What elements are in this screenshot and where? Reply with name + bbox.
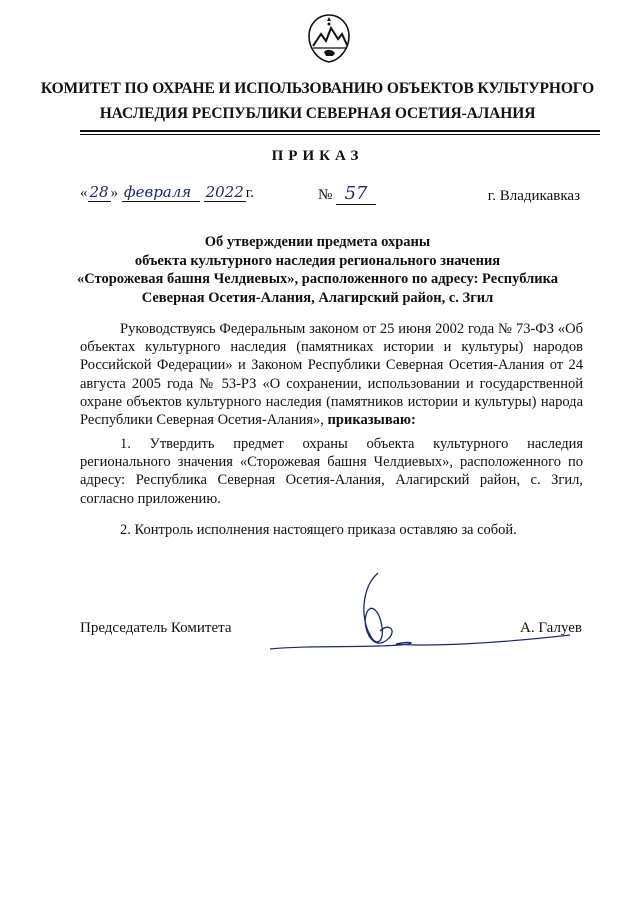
order-word: приказываю: [327, 412, 416, 429]
number-sign: № [318, 187, 333, 203]
order-item-1: 1. Утвердить предмет охраны объекта культурного наследия регионального значения «Сторожевая башня Челдиевых», расположенного по адресу: Республика Северная Осетия-Алания, Алагирский район, с. Згил, согласно приложению. [80, 436, 583, 507]
subject-line-2: объекта культурного наследия регионального значения [134, 252, 501, 269]
date-year-suffix: г. [245, 185, 254, 201]
date-day-handwritten: 28 [89, 183, 109, 201]
order-number-handwritten: 57 [336, 183, 376, 205]
signer-name: А. Галуев [520, 620, 582, 636]
handwritten-signature-icon [270, 565, 570, 665]
date-close-quote: » [110, 185, 119, 201]
order-date [80, 183, 254, 202]
organization-name-line-1: КОМИТЕТ ПО ОХРАНЕ И ИСПОЛЬЗОВАНИЮ ОБЪЕКТОВ КУЛЬТУРНОГО [40, 80, 595, 97]
order-subject [60, 233, 575, 307]
subject-line-3: «Сторожевая башня Челдиевых», расположенного по адресу: Республика [77, 271, 558, 287]
subject-line-1: Об утверждении предмета охраны [204, 234, 431, 250]
signer-position: Председатель Комитета [80, 620, 232, 636]
date-year-handwritten: 2022 [205, 183, 244, 201]
date-open-quote: « [80, 185, 88, 201]
issue-city: г. Владикавказ [487, 188, 580, 204]
document-type-title: ПРИКАЗ [271, 148, 364, 164]
order-number [318, 183, 376, 205]
organization-name-line-2: НАСЛЕДИЯ РЕСПУБЛИКИ СЕВЕРНАЯ ОСЕТИЯ-АЛАНИЯ [99, 105, 536, 122]
republic-coat-of-arms-icon [300, 12, 358, 64]
preamble-paragraph [80, 320, 583, 429]
header-divider-thin [80, 134, 600, 135]
subject-line-4: Северная Осетия-Алания, Алагирский район, с. Згил [141, 289, 494, 306]
header-divider-thick [80, 130, 600, 132]
order-item-2: 2. Контроль исполнения настоящего приказа оставляю за собой. [120, 522, 517, 538]
date-month-handwritten: февраля [122, 183, 200, 202]
preamble-text: Руководствуясь Федеральным законом от 25 июня 2002 года № 73-ФЗ «Об объектах культурного наследия (памятниках истории и культуры) народов Российской Федерации» и Законом Республики Северная Осетия-Алания от 24 августа 2005 года № 53-РЗ «О сохранении, использовании и государственной охране объектов культурного наследия (памятников истории и культуры) народа Республики Северная Осетия-Алания», [80, 321, 583, 429]
